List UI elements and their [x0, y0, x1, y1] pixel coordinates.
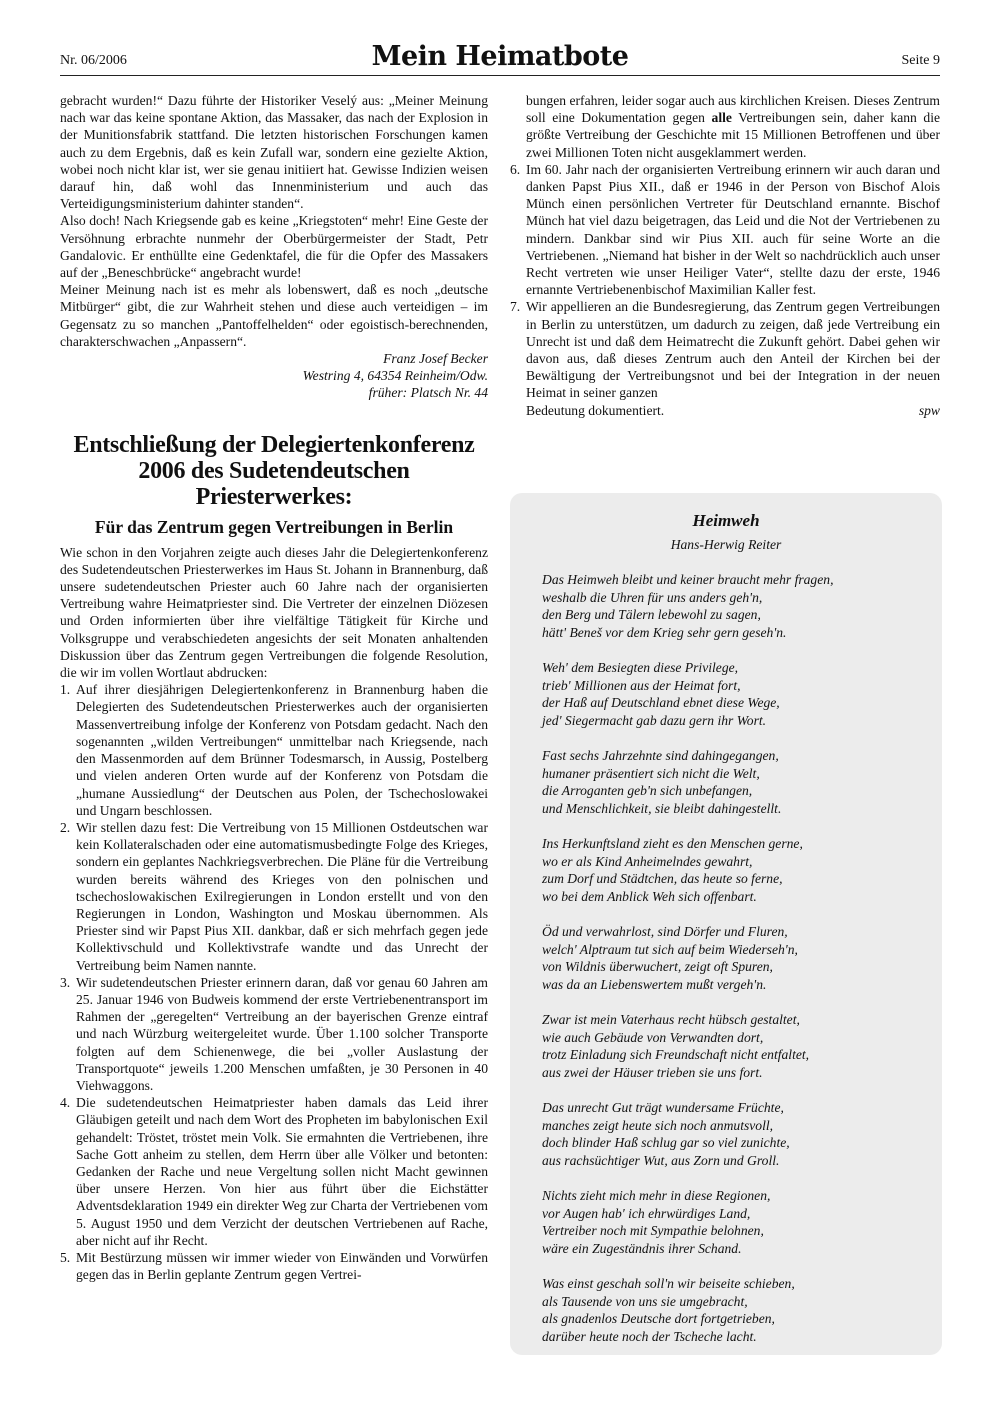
poem-line: Zwar ist mein Vaterhaus recht hübsch gestaltet,	[542, 1012, 800, 1027]
poem-line: wo er als Kind Anheimelndes gewahrt,	[542, 853, 753, 869]
letter-signature-name: Franz Josef Becker	[383, 351, 488, 367]
letter-signature-former: früher: Platsch Nr. 44	[368, 385, 488, 401]
item-text: Auf ihrer diesjährigen Delegiertenkonferenz in Brannenburg haben die Delegierten des Sudetendeutschen Priesterwerkes auch der organisierten Massenvertreibung infolge der Konferenz von Potsdam gedacht. Nach den sogenannten „wilden Vertreibungen“ unmittelbar nach Kriegsende, nach den Massenmorden auf dem Brünner Todesmarsch, in Aussig, Postelberg und vielen anderen Orten wurde auf der Konferenz von Potsdam die „humane Aussiedlung“ der Deutschen aus Polen, der Tschechoslowakei und Ungarn beschlossen.	[76, 682, 488, 818]
page-header	[60, 40, 940, 80]
item-number: 4.	[60, 1095, 71, 1111]
item-number: 6.	[510, 161, 521, 177]
poem-line: Weh' dem Besiegten diese Privilege,	[542, 660, 739, 675]
poem-author: Hans-Herwig Reiter	[670, 537, 782, 552]
resolution-item	[60, 974, 488, 1094]
poem-line: Vertreiber noch mit Sympathie belohnen,	[542, 1223, 764, 1238]
poem-line: wo bei dem Anblick Weh sich offenbart.	[542, 888, 757, 904]
item-text: Wir appellieren an die Bundesregierung, das Zentrum gegen Vertreibungen in Berlin zu unterstützen, um dadurch zu zeigen, daß jede Vertreibung ein Unrecht ist und daß dem Heimatrecht die Zukunft gehört. Dabei gehen wir davon aus, daß dieses Zentrum auch den Anteil der Kirchen bei der Bewältigung der Vertreibungsnot und bei der Integration in der neuen Heimat in seiner ganzen	[526, 299, 940, 401]
poem-stanza	[542, 571, 942, 641]
letter-paragraph: gebracht wurden!“ Dazu führte der Historiker Veselý aus: „Meiner Meinung nach war das keine spontane Aktion, das Massaker, das nach der Explosion in der Munitionsfabrik stattfand. Die letzten historischen Forschungen kamen auch zu dem Ergebnis, daß es kein Zufall war, sondern eine gezielte Aktion, wobei noch nicht klar ist, wer sie genau initiiert hat. Gewisse Indizien weisen darauf hin, daß wohl das Innenministerium und auch das Verteidigungsministerium dahinter standen“.	[60, 93, 488, 212]
masthead: Mein Heimatbote	[371, 41, 629, 72]
poem-line: doch blinder Haß schlug gar so viel zunichte,	[542, 1135, 790, 1150]
poem-line: weshalb die Uhren für uns anders geh'n,	[542, 589, 763, 605]
poem-line: jed' Siegermacht gab dazu gern ihr Wort.	[542, 712, 767, 728]
poem-line: von Wildnis überwuchert, zeigt oft Spuren,	[542, 959, 773, 974]
poem-stanza	[542, 1275, 942, 1345]
item-text: Vertreibungen sein, daher kann die größte Vertreibung der Geschichte mit 15 Millionen Betroffenen und über zwei Millionen Toten nicht ausgeklammert werden.	[526, 110, 940, 160]
resolution-item	[60, 819, 488, 974]
headline-line: 2006 des Sudetendeutschen Priesterwerkes:	[138, 457, 410, 510]
item-number: 5.	[60, 1249, 71, 1265]
poem-stanzas	[510, 571, 942, 1345]
poem-line: was da an Liebenswertem mußt vergeh'n.	[542, 976, 767, 992]
poem-line: darüber heute noch der Tscheche lacht.	[542, 1328, 757, 1344]
poem-line: Ins Herkunftsland zieht es den Menschen gerne,	[542, 836, 803, 851]
poem-line: trotz Einladung sich Freundschaft nicht entfaltet,	[542, 1047, 810, 1062]
letter-paragraph: Also doch! Nach Kriegsende gab es keine „Kriegstoten“ mehr! Eine Geste der Versöhnung erbrachte nunmehr der Oberbürgermeister der Stadt, Petr Gandalovic. Er enthüllte eine Gedenktafel, die für die Opfer des Massakers auf der „Beneschbrücke“ angebracht wurde!	[60, 213, 488, 281]
resolution-list-continued	[510, 92, 940, 419]
poem-line: die Arroganten geb'n sich unbefangen,	[542, 783, 753, 798]
item-text: Mit Bestürzung müssen wir immer wieder von Einwänden und Vorwürfen gegen das in Berlin geplante Zentrum gegen Vertrei-	[76, 1249, 488, 1283]
article-last-line	[526, 402, 940, 419]
resolution-item	[60, 681, 488, 819]
letter-signature-address: Westring 4, 64354 Reinheim/Odw.	[302, 368, 488, 384]
item-text: bungen erfahren, leider sogar auch aus kirchlichen Kreisen. Dieses Zentrum soll eine Dokumentation gegen	[526, 93, 940, 126]
poem-title: Heimweh	[692, 511, 760, 530]
poem-line: als Tausende von uns sie umgebracht,	[542, 1293, 748, 1309]
resolution-item	[510, 161, 940, 299]
resolution-list	[60, 681, 488, 1283]
poem-line: hätt' Beneš vor dem Krieg sehr gern geseh'n.	[542, 624, 787, 640]
poem-line: vor Augen hab' ich ehrwürdiges Land,	[542, 1205, 751, 1221]
poem-stanza	[542, 835, 942, 905]
item-number: 2.	[60, 819, 71, 835]
poem-line: manches zeigt heute sich noch anmutsvoll,	[542, 1117, 774, 1133]
poem-line: und Menschlichkeit, sie bleibt dahingestellt.	[542, 800, 782, 816]
poem-line: Das Heimweh bleibt und keiner braucht mehr fragen,	[542, 572, 834, 587]
item-number: 1.	[60, 682, 71, 698]
poem-line: wäre ein Zugeständnis ihrer Schand.	[542, 1240, 742, 1256]
page-number: Seite 9	[901, 53, 940, 68]
poem-line: trieb' Millionen aus der Heimat fort,	[542, 677, 741, 693]
poem-line: humaner präsentiert sich nicht die Welt,	[542, 765, 760, 781]
right-column	[510, 92, 940, 419]
poem-line: wie auch Gebäude von Verwandten dort,	[542, 1029, 764, 1045]
poem-stanza	[542, 1011, 942, 1081]
poem-line: zum Dorf und Städtchen, das heute so ferne,	[542, 871, 783, 886]
poem-line: Nichts zieht mich mehr in diese Regionen,	[542, 1188, 771, 1203]
item-text: Im 60. Jahr nach der organisierten Vertreibung erinnern wir auch daran und danken Papst Pius XII., daß er 1946 in der Person von Bischof Alois Münch einen persönlichen Vertreter für Deutschland ernannte. Bischof Münch hat viel dazu beigetragen, das Leid und die Not der Vertriebenen zu mindern. Dankbar sind wir Pius XII. auch für seine Worte an die Vertriebenen. „Niemand hat bisher in der Welt so nachdrücklich auch unser Recht vertreten wie unser Heiliger Vater“, stellte dazu der erste, 1946 ernannte Vertriebenenbischof Maximilian Kaller fest.	[526, 161, 940, 298]
poem-line: welch' Alptraum tut sich auf beim Wiederseh'n,	[542, 941, 798, 957]
article-headline	[60, 432, 488, 510]
poem-stanza	[542, 747, 942, 817]
headline-line: Entschließung der Delegiertenkonferenz	[73, 431, 475, 458]
item-text: Die sudetendeutschen Heimatpriester haben damals das Leid ihrer Gläubigen geteilt und nach dem Wort des Propheten im babylonischen Exil gehandelt: Tröstet, tröstet mein Volk. Sie ermahnten die Vertriebenen, ihre Sache Gott anheim zu stellen, dem Herrn über alle Völker und betonten: Gedanken der Rache und neue Vergeltung sollen nicht Macht gewinnen über unsere Herzen. Von hier aus führt über die Eichstätter Adventsdeklaration 1949 ein direkter Weg zur Charta der Vertriebenen vom 5. August 1950 und dem Verzicht der deutschen Vertriebenen auf Rache, aber nicht auf ihr Recht.	[76, 1095, 488, 1248]
poem-stanza	[542, 1099, 942, 1169]
article-author: spw	[918, 402, 940, 418]
poem-line: der Haß auf Deutschland ebnet diese Wege,	[542, 695, 780, 710]
poem-line: aus zwei der Häuser trieben sie uns fort.	[542, 1064, 763, 1080]
poem-line: Öd und verwahrlost, sind Dörfer und Fluren,	[542, 924, 788, 939]
header-rule	[60, 75, 940, 76]
letter-paragraph: Meiner Meinung nach ist es mehr als lobenswert, daß es noch „deutsche Mitbürger“ gibt, die zur Wahrheit stehen und diese auch verteidigen – im Gegensatz zu so manchen „Pantoffelhelden“ oder egoistisch-berechnenden, charakterschwachen „Anpassern“.	[60, 282, 488, 349]
poem-stanza	[542, 1187, 942, 1257]
item-number: 3.	[60, 974, 71, 990]
left-column	[60, 92, 488, 1283]
article-intro: Wie schon in den Vorjahren zeigte auch dieses Jahr die Delegiertenkonferenz des Sudetendeutschen Priesterwerkes im Haus St. Johann in Brannenburg, daß unsere sudetendeutschen Priester auch 60 Jahre nach der organisierten Vertreibung wahre Heimatpriester sind. Die Vertreter der einzelnen Diözesen und Orden informierten über ihre vielfältige Tätigkeit für Kirche und Volksgruppe und verabschiedeten angesichts der seit Monaten anhaltenden Diskussion über das Zentrum gegen Vertreibungen die folgende Resolution, die wir im vollen Wortlaut abdrucken:	[60, 544, 488, 681]
poem-line: als gnadenlos Deutsche dort fortgetrieben,	[542, 1311, 775, 1326]
item-emphasis: alle	[711, 110, 732, 126]
poem-stanza	[542, 659, 942, 729]
item-number: 7.	[510, 299, 521, 315]
poem-box	[510, 493, 942, 1355]
poem-line: Das unrecht Gut trägt wundersame Früchte,	[542, 1100, 784, 1115]
issue-number: Nr. 06/2006	[60, 53, 127, 68]
poem-line: Was einst geschah soll'n wir beiseite schieben,	[542, 1276, 795, 1291]
resolution-item	[60, 1249, 488, 1283]
item-text: Wir stellen dazu fest: Die Vertreibung von 15 Millionen Ostdeutschen war kein Kollateralschaden oder eine automatismusbedingte Folge des Krieges, sondern ein geplantes Nachkriegsverbrechen. Die Pläne für die Vertreibung wurden bereits während des Krieges von den polnischen und tschechoslowakischen Exilregierungen in London erstellt und von den Regierungen in London, Washington und Moskau übernommen. Als Priester sind wir Papst Pius XII. dankbar, daß er sich mehrfach gegen jede Kollektivschuld und Kollektivstrafe wandte und das Unrecht der Vertreibung beim Namen nannte.	[76, 819, 488, 973]
resolution-item-continued	[510, 92, 940, 161]
item-text: Wir sudetendeutschen Priester erinnern daran, daß vor genau 60 Jahren am 25. Januar 1946 von Budweis kommend der erste Vertriebenentransport im Rahmen der „geregelten“ Vertreibung an der bayerischen Grenze eintraf und nach Würzburg weitergeleitet wurde. Über 1.100 solcher Transporte folgten auf dem Schienenwege, die bei „voller Auslastung der Transportquote“ jeweils 1.200 Menschen umfaßten, je 30 Personen in 40 Viehwaggons.	[76, 974, 488, 1093]
item-text-end: Bedeutung dokumentiert.	[526, 402, 665, 418]
poem-stanza	[542, 923, 942, 993]
poem-line: den Berg und Tälern lebewohl zu sagen,	[542, 607, 761, 622]
article-subhead: Für das Zentrum gegen Vertreibungen in Berlin	[94, 516, 454, 537]
resolution-item	[510, 298, 940, 418]
poem-line: aus rachsüchtiger Wut, aus Zorn und Groll.	[542, 1152, 780, 1168]
resolution-item	[60, 1094, 488, 1249]
poem-line: Fast sechs Jahrzehnte sind dahingegangen,	[542, 748, 779, 763]
